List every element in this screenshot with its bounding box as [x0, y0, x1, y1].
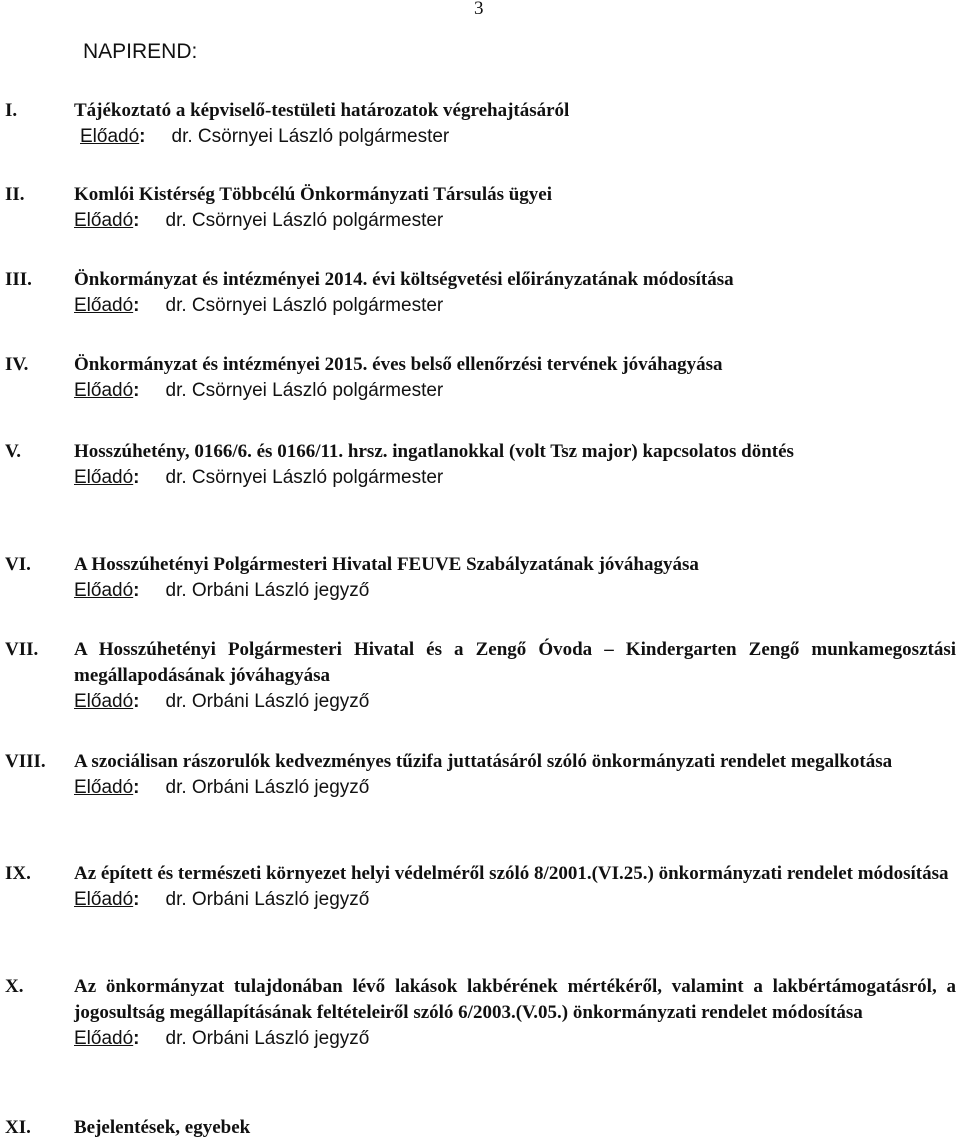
agenda-heading: NAPIREND:	[83, 40, 198, 63]
presenter-line: Előadó: dr. Orbáni László jegyző	[74, 777, 370, 798]
presenter-label: Előadó	[74, 889, 134, 910]
page-number: 3	[474, 0, 484, 19]
presenter-line: Előadó: dr. Csörnyei László polgármester	[74, 467, 444, 488]
presenter-name: dr. Orbáni László jegyző	[165, 889, 370, 910]
item-numeral: III.	[5, 269, 32, 290]
item-body	[74, 637, 956, 715]
item-title: Az épített és természeti környezet helyi védelméről szóló 8/2001.(VI.25.) önkormányzati rendelet módosítása	[74, 863, 949, 884]
presenter-label: Előadó	[74, 210, 134, 231]
item-body	[74, 749, 956, 801]
presenter-label: Előadó	[80, 126, 140, 147]
item-title: Bejelentések, egyebek	[74, 1117, 251, 1138]
presenter-label: Előadó	[74, 777, 134, 798]
item-title: Tájékoztató a képviselő-testületi határozatok végrehajtásáról	[74, 100, 570, 121]
item-body	[74, 1115, 956, 1141]
item-numeral: X.	[5, 976, 24, 997]
presenter-name: dr. Orbáni László jegyző	[165, 1028, 370, 1049]
item-title: Önkormányzat és intézményei 2015. éves belső ellenőrzési tervének jóváhagyása	[74, 354, 723, 375]
item-body	[74, 439, 956, 491]
item-numeral: V.	[5, 441, 22, 462]
presenter-name: dr. Csörnyei László polgármester	[165, 295, 444, 316]
presenter-name: dr. Csörnyei László polgármester	[165, 210, 444, 231]
presenter-name: dr. Csörnyei László polgármester	[165, 380, 444, 401]
item-title: A szociálisan rászorulók kedvezményes tűzifa juttatásáról szóló önkormányzati rendelet megalkotása	[74, 751, 893, 772]
item-numeral: IX.	[5, 863, 31, 884]
item-body	[74, 98, 956, 150]
presenter-name: dr. Csörnyei László polgármester	[171, 126, 450, 147]
presenter-label: Előadó	[74, 1028, 134, 1049]
item-title: Hosszúhetény, 0166/6. és 0166/11. hrsz. ingatlanokkal (volt Tsz major) kapcsolatos döntés	[74, 441, 794, 462]
presenter-label: Előadó	[74, 691, 134, 712]
presenter-label: Előadó	[74, 380, 134, 401]
item-numeral: I.	[5, 100, 18, 121]
item-numeral: VII.	[5, 639, 39, 660]
item-title: Önkormányzat és intézményei 2014. évi költségvetési előirányzatának módosítása	[74, 269, 734, 290]
presenter-line: Előadó: dr. Orbáni László jegyző	[74, 889, 370, 910]
presenter-label: Előadó	[74, 467, 134, 488]
presenter-line: Előadó: dr. Csörnyei László polgármester	[74, 295, 444, 316]
item-body	[74, 267, 956, 319]
item-numeral: II.	[5, 184, 25, 205]
item-title: A Hosszúhetényi Polgármesteri Hivatal és a Zengő Óvoda – Kindergarten Zengő munkamegosztási megállapodásának jóváhagyása	[74, 639, 956, 686]
item-body	[74, 861, 956, 913]
item-body	[74, 974, 956, 1052]
item-body	[74, 182, 956, 234]
item-title: Az önkormányzat tulajdonában lévő lakások lakbérének mértékéről, valamint a lakbértámogatásról, a jogosultság megállapításának feltételeiről szóló 6/2003.(V.05.) önkormányzati rendelet módosítása	[74, 976, 956, 1023]
presenter-line: Előadó: dr. Orbáni László jegyző	[74, 691, 370, 712]
item-body	[74, 352, 956, 404]
presenter-name: dr. Orbáni László jegyző	[165, 777, 370, 798]
presenter-line: Előadó: dr. Csörnyei László polgármester	[74, 210, 444, 231]
item-numeral: XI.	[5, 1117, 31, 1138]
presenter-line: Előadó: dr. Orbáni László jegyző	[74, 580, 370, 601]
presenter-name: dr. Orbáni László jegyző	[165, 691, 370, 712]
item-numeral: VI.	[5, 554, 31, 575]
item-body	[74, 552, 956, 604]
presenter-label: Előadó	[74, 295, 134, 316]
item-title: Komlói Kistérség Többcélú Önkormányzati Társulás ügyei	[74, 184, 553, 205]
item-numeral: IV.	[5, 354, 29, 375]
presenter-label: Előadó	[74, 580, 134, 601]
presenter-line: Előadó: dr. Csörnyei László polgármester	[80, 126, 450, 147]
item-numeral: VIII.	[5, 751, 46, 772]
presenter-line: Előadó: dr. Orbáni László jegyző	[74, 1028, 370, 1049]
presenter-name: dr. Orbáni László jegyző	[165, 580, 370, 601]
presenter-line: Előadó: dr. Csörnyei László polgármester	[74, 380, 444, 401]
presenter-name: dr. Csörnyei László polgármester	[165, 467, 444, 488]
item-title: A Hosszúhetényi Polgármesteri Hivatal FEUVE Szabályzatának jóváhagyása	[74, 554, 699, 575]
